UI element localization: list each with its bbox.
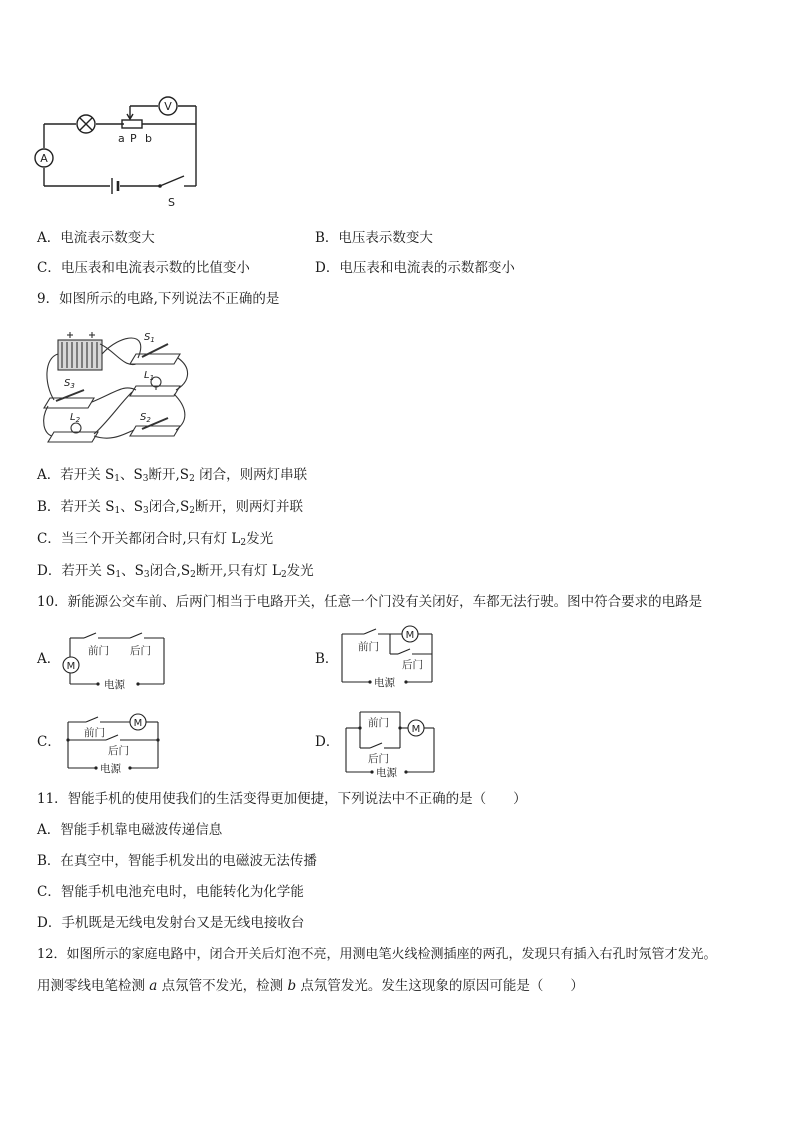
q11-option-c: C．智能手机电池充电时，电能转化为化学能 [37,884,304,900]
svg-text:后门: 后门 [130,645,151,657]
q8-label-b: b [145,132,152,145]
q11-stem: 11．智能手机的使用使我们的生活变得更加便捷，下列说法中不正确的是（ ） [37,791,527,807]
q9-option-b: B．若开关 $S_1$、$S_3$闭合$,S_2$断开，则两灯并联 [37,499,303,516]
q8-circuit-figure [34,92,214,212]
svg-text:前门: 前门 [358,641,379,653]
q12-stem-line2: 用测零线电笔检测 a 点氖管不发光，检测 b 点氖管发光。发生这现象的原因可能是（ ） [37,978,584,994]
q10-option-d-key: D． [315,734,340,750]
q10-option-a-key: A． [37,651,61,667]
svg-text:L2: $L_2$ [70,412,81,424]
svg-text:前门: 前门 [84,727,105,739]
svg-text:S1: $S_1$ [144,332,155,344]
q9-option-c: C．当三个开关都闭合时,只有灯 $L_2$发光 [37,531,274,548]
svg-text:前门: 前门 [88,645,109,657]
rheostat-symbol [122,120,142,128]
q11-option-d: D．手机既是无线电发射台又是无线电接收台 [37,915,305,931]
q9-circuit-figure [40,324,192,450]
svg-text:电源: 电源 [104,679,125,691]
q8-option-a: A．电流表示数变大 [37,230,155,246]
svg-text:S2: $S_2$ [140,412,151,424]
q11-option-a: A．智能手机靠电磁波传递信息 [37,822,223,838]
q10-option-b-circuit [336,624,440,688]
q8-option-d: D．电压表和电流表的示数都变小 [315,260,515,276]
svg-text:电源: 电源 [100,763,121,775]
svg-text:L1: $L_1$ [144,370,155,382]
q8-label-v: V [164,100,172,113]
q11-option-b: B．在真空中，智能手机发出的电磁波无法传播 [37,853,317,869]
q9-option-a: A．若开关 $S_1$、$S_3$断开$,S_2$ 闭合，则两灯串联 [37,467,308,484]
svg-text:M: M [133,718,143,729]
svg-text:电源: 电源 [376,767,397,779]
q10-option-b-key: B． [315,651,339,667]
q12-stem-line1: 12．如图所示的家庭电路中，闭合开关后灯泡不亮，用测电笔火线检测插座的两孔，发现只有插入右孔时氖管才发光。 [37,947,717,962]
q8-label-a: a [118,132,125,145]
q10-option-d-circuit [340,706,440,780]
q8-label-p: P [130,132,137,145]
svg-text:S3: $S_3$ [64,378,75,390]
q8-option-c: C．电压表和电流表示数的比值变小 [37,260,250,276]
q10-option-c-key: C． [37,734,61,750]
svg-text:后门: 后门 [108,745,129,757]
svg-text:M: M [66,661,76,672]
svg-text:后门: 后门 [368,753,389,765]
q10-option-c-circuit [62,710,166,776]
q9-stem: 9．如图所示的电路,下列说法不正确的是 [37,291,280,307]
svg-text:M: M [411,724,421,735]
q8-label-ammeter: A [40,152,48,165]
q8-option-b: B．电压表示数变大 [315,230,433,246]
q10-stem: 10．新能源公交车前、后两门相当于电路开关，任意一个门没有关闭好，车都无法行驶。图中符合要求的电路是 [37,594,703,610]
svg-text:电源: 电源 [374,677,395,689]
q9-option-d: D．若开关 $S_1$、$S_3$闭合$,S_2$断开,只有灯 $L_2$发光 [37,563,314,580]
svg-text:后门: 后门 [402,659,423,671]
q8-label-s: S [168,196,175,209]
svg-text:M: M [405,630,415,641]
q10-option-a-circuit [60,630,170,692]
svg-text:前门: 前门 [368,717,389,729]
